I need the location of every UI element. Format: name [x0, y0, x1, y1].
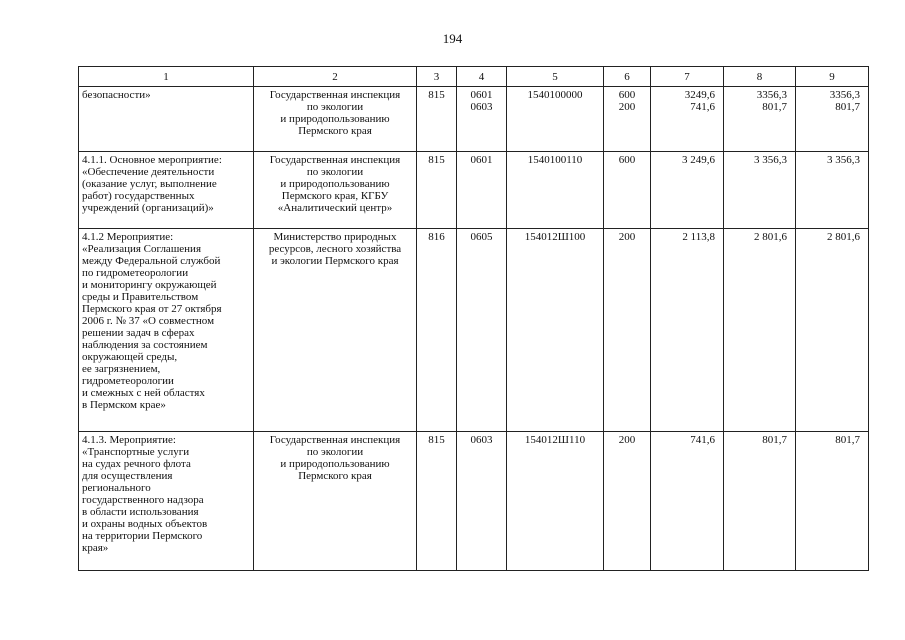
code-value: 600 [618, 154, 636, 166]
table-row [79, 87, 869, 152]
header-cell: 8 [724, 67, 796, 87]
measure-name-line: ее загрязнением, [82, 363, 161, 375]
executor-line: «Аналитический центр» [277, 202, 393, 214]
measure-name-line: регионального [82, 482, 151, 494]
header-cell: 9 [796, 67, 869, 87]
measure-name-line: и мониторингу окружающей [82, 279, 217, 291]
amount-value: 3 356,3 [827, 154, 860, 166]
executor-line: Пермского края [298, 470, 372, 482]
header-cell: 2 [254, 67, 417, 87]
header-cell: 6 [604, 67, 651, 87]
measure-name-line: «Обеспечение деятельности [82, 166, 215, 178]
amount-value: 3 249,6 [682, 154, 715, 166]
code-value: 815 [428, 154, 445, 166]
executor-line: Государственная инспекция [269, 89, 401, 101]
header-row [79, 67, 869, 87]
executor-cell [254, 229, 417, 432]
header-cell: 3 [417, 67, 457, 87]
measure-name-line: для осуществления [82, 470, 173, 482]
measure-name-line: 2006 г. № 37 «О совместном [82, 315, 215, 327]
code-value: 0601 [470, 89, 493, 101]
executor-line: Министерство природных [273, 231, 397, 243]
measure-name-line: гидрометеорологии [82, 375, 174, 387]
amount-cell [724, 152, 796, 229]
code-value: 0603 [470, 434, 493, 446]
amount-cell [796, 87, 869, 152]
measure-name-cell [79, 229, 254, 432]
amount-cell [651, 87, 724, 152]
code-target-cell [507, 152, 604, 229]
amount-cell [796, 229, 869, 432]
measure-name-line: по гидрометеорологии [82, 267, 189, 279]
header-cell: 5 [507, 67, 604, 87]
code-ministry-cell [417, 152, 457, 229]
measure-name-line: и охраны водных объектов [82, 518, 208, 530]
measure-name-line: «Транспортные услуги [82, 446, 190, 458]
measure-name-line: государственного надзора [82, 494, 204, 506]
header-cell: 7 [651, 67, 724, 87]
executor-line: Пермского края [298, 125, 372, 137]
code-ministry-cell [417, 229, 457, 432]
executor-line: ресурсов, лесного хозяйства [268, 243, 402, 255]
measure-name-line: 4.1.2 Мероприятие: [82, 231, 174, 243]
code-value: 1540100110 [527, 154, 583, 166]
amount-value: 3 356,3 [754, 154, 787, 166]
code-value: 200 [618, 101, 636, 113]
measure-name-cell [79, 432, 254, 571]
amount-cell [724, 432, 796, 571]
page-number: 194 [442, 31, 463, 46]
measure-name-line: между Федеральной службой [82, 255, 221, 267]
table-row [79, 229, 869, 432]
code-value: 0605 [470, 231, 493, 243]
executor-line: и природопользованию [280, 113, 390, 125]
code-value: 1540100000 [527, 89, 583, 101]
measure-name-line: на судах речного флота [82, 458, 191, 470]
header-cell: 4 [457, 67, 507, 87]
code-value: 154012Ш110 [524, 434, 586, 446]
measure-name-cell [79, 87, 254, 152]
measure-name-line: наблюдения за состоянием [82, 339, 208, 351]
amount-cell [796, 152, 869, 229]
code-section-cell [457, 229, 507, 432]
amount-cell [651, 229, 724, 432]
executor-line: и экологии Пермского края [271, 255, 399, 267]
code-section-cell [457, 87, 507, 152]
measure-name-line: решении задач в сферах [82, 327, 195, 339]
amount-value: 3356,3 [756, 89, 787, 101]
code-section-cell [457, 432, 507, 571]
code-expense-type-cell [604, 229, 651, 432]
amount-value: 741,6 [690, 101, 715, 113]
measure-name-line: среды и Правительством [82, 291, 199, 303]
amount-value: 2 113,8 [682, 231, 715, 243]
amount-value: 2 801,6 [827, 231, 860, 243]
code-ministry-cell [417, 432, 457, 571]
executor-cell [254, 87, 417, 152]
code-value: 0601 [470, 154, 493, 166]
amount-cell [796, 432, 869, 571]
header-cell: 1 [79, 67, 254, 87]
code-value: 600 [618, 89, 636, 101]
measure-name-line: и смежных с ней областях [82, 387, 205, 399]
amount-value: 3356,3 [829, 89, 860, 101]
measure-name-cell [79, 152, 254, 229]
executor-line: по экологии [306, 446, 364, 458]
code-target-cell [507, 432, 604, 571]
executor-line: по экологии [306, 166, 364, 178]
code-value: 0603 [470, 101, 493, 113]
executor-line: Пермского края, КГБУ [281, 190, 389, 202]
code-value: 200 [618, 434, 636, 446]
amount-value: 801,7 [835, 101, 860, 113]
executor-cell [254, 432, 417, 571]
amount-value: 741,6 [690, 434, 715, 446]
executor-cell [254, 152, 417, 229]
measure-name-line: работ) государственных [82, 190, 195, 202]
amount-value: 2 801,6 [754, 231, 787, 243]
amount-value: 801,7 [762, 434, 787, 446]
code-expense-type-cell [604, 87, 651, 152]
code-section-cell [457, 152, 507, 229]
amount-value: 801,7 [835, 434, 860, 446]
code-value: 816 [428, 231, 445, 243]
measure-name-line: учреждений (организаций)» [82, 202, 214, 214]
measure-name-line: окружающей среды, [82, 351, 178, 363]
executor-line: и природопользованию [280, 458, 390, 470]
measure-name-line: Пермского края от 27 октября [82, 303, 222, 315]
code-expense-type-cell [604, 432, 651, 571]
budget-table [78, 66, 869, 571]
code-value: 815 [428, 434, 445, 446]
executor-line: и природопользованию [280, 178, 390, 190]
measure-name-line: на территории Пермского [82, 530, 203, 542]
amount-cell [651, 432, 724, 571]
executor-line: Государственная инспекция [269, 154, 401, 166]
executor-line: по экологии [306, 101, 364, 113]
code-expense-type-cell [604, 152, 651, 229]
measure-name-line: (оказание услуг, выполнение [82, 178, 217, 190]
table-row [79, 432, 869, 571]
table-row [79, 152, 869, 229]
measure-name-line: безопасности» [82, 89, 151, 101]
measure-name-line: в Пермском крае» [82, 399, 166, 411]
code-value: 815 [428, 89, 445, 101]
measure-name-line: в области использования [82, 506, 199, 518]
code-ministry-cell [417, 87, 457, 152]
measure-name-line: края» [82, 542, 109, 554]
measure-name-line: 4.1.3. Мероприятие: [82, 434, 176, 446]
measure-name-line: «Реализация Соглашения [82, 243, 202, 255]
executor-line: Государственная инспекция [269, 434, 401, 446]
code-value: 200 [618, 231, 636, 243]
code-target-cell [507, 87, 604, 152]
amount-cell [724, 229, 796, 432]
amount-cell [724, 87, 796, 152]
code-target-cell [507, 229, 604, 432]
code-value: 154012Ш100 [524, 231, 586, 243]
measure-name-line: 4.1.1. Основное мероприятие: [82, 154, 222, 166]
amount-value: 3249,6 [684, 89, 715, 101]
amount-value: 801,7 [762, 101, 787, 113]
amount-cell [651, 152, 724, 229]
